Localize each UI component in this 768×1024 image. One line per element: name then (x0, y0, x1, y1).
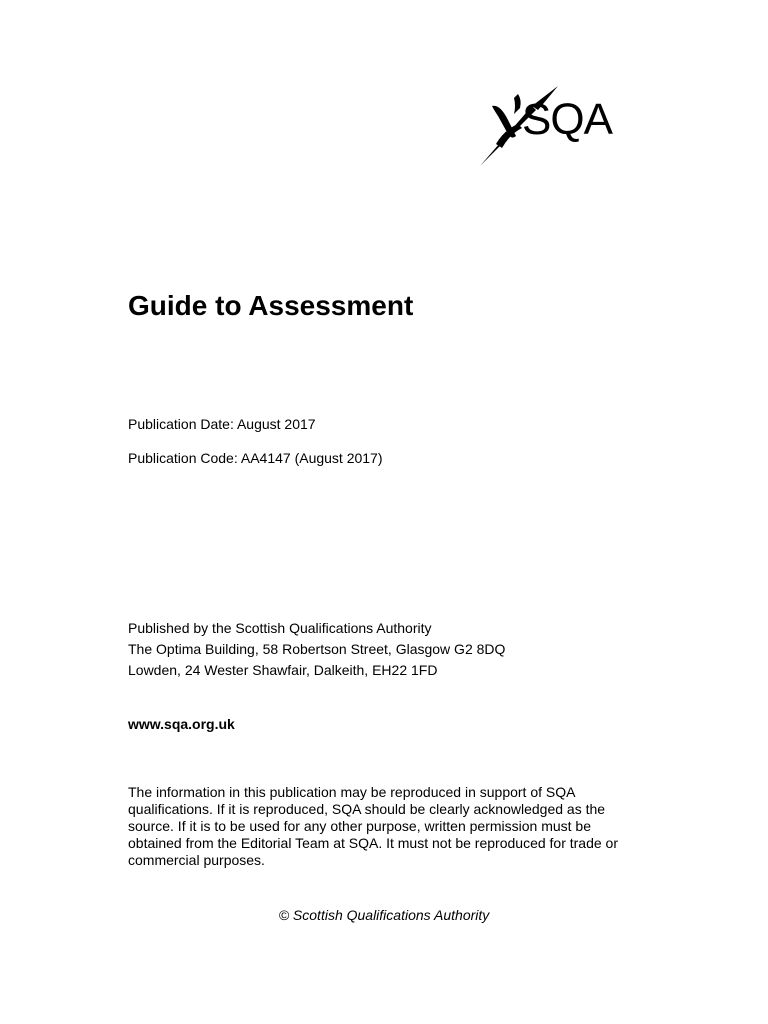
copyright-notice: © Scottish Qualifications Authority (278, 907, 490, 923)
reproduction-notice: The information in this publication may be reproduced in support of SQA qualifications. If it is reproduced, SQA should be clearly acknowledged as the source. If it is to be used for any other purpose, written permission must be obtained from the Editorial Team at SQA. It must not be reproduced for trade or commercial purposes. (128, 784, 618, 868)
logo-text: SQA (522, 95, 612, 144)
document-title: Guide to Assessment (128, 290, 414, 321)
publisher-name: Published by the Scottish Qualifications Authority (128, 620, 432, 636)
sqa-logo (478, 84, 646, 168)
publisher-address-dalkeith: Lowden, 24 Wester Shawfair, Dalkeith, EH22 1FD (128, 662, 438, 678)
website-link[interactable]: www.sqa.org.uk (128, 716, 235, 732)
publication-date: Publication Date: August 2017 (128, 416, 316, 432)
publication-code: Publication Code: AA4147 (August 2017) (128, 450, 383, 466)
publisher-address-glasgow: The Optima Building, 58 Robertson Street, Glasgow G2 8DQ (128, 641, 506, 657)
